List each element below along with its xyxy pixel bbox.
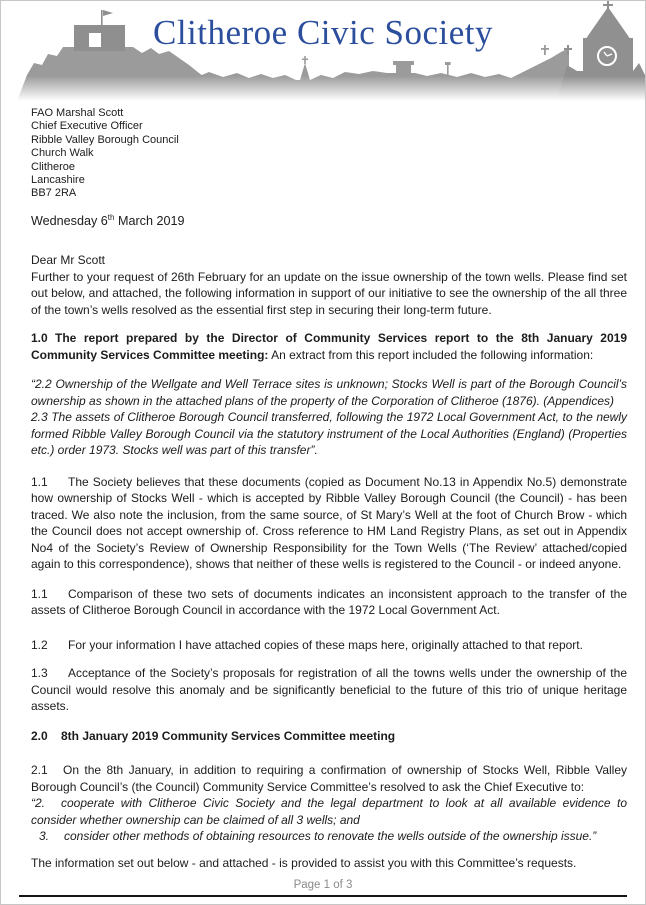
paragraph-text: Acceptance of the Society’s proposals for registration of all the towns wells under the ownership of the Council would resolve this anomaly and be significantly beneficial to the future of this trio of unique heritage assets. [31, 666, 627, 714]
page-number: Page 1 of 3 [293, 879, 353, 891]
paragraph-2-1 [31, 762, 627, 795]
date-rest: March 2019 [114, 214, 185, 229]
report-extract-quote [31, 376, 627, 459]
closing-paragraph: The information set out below - and attached - is provided to assist you with this Committee’s requests. [31, 855, 577, 870]
resolution-item-3 [31, 828, 627, 845]
paragraph-1-3 [31, 665, 627, 715]
paragraph-text: The Society believes that these documents (copied as Document No.13 in Appendix No.5) demonstrate how ownership of Stocks Well - which is accepted by Ribble Valley Borough Council (the Council) - has been traced. We also note the inclusion, from the same source, of St Mary’s Well at the foot of Church Brow - which the Council does not accept ownership of. Cross reference to HM Land Registry Plans, as set out in Appendix No4 of the Society’s Review of Ownership Responsibility for the Town Wells (‘The Review’ attached/copied again to this correspondence), shows that neither of these wells is registered to the Council - or indeed anyone. [31, 474, 627, 572]
section-1-heading-bold: The report prepared by the Director of Community Services report to the 8th January 2019 Community Services Committee meeting: [31, 331, 627, 362]
paragraph-text: For your information I have attached copies of these maps here, originally attached to that report. [68, 637, 583, 652]
resolution-item-number: 3. [39, 829, 50, 844]
letterhead [1, 1, 645, 101]
recipient-organisation: Ribble Valley Borough Council [31, 133, 179, 146]
section-1-heading-rest: An extract from this report included the following information: [268, 347, 594, 362]
paragraph-1-1 [31, 474, 627, 573]
section-2-heading [31, 728, 627, 745]
recipient-name: FAO Marshal Scott [31, 107, 124, 119]
resolution-item-2 [31, 795, 627, 828]
extract-paragraph-2-3: 2.3 The assets of Clitheroe Borough Council transferred, following the 1972 Local Government Act, to the newly formed Ribble Valley Borough Council via the statutory instrument of the Local Authorities (England) (Properties etc.) order 1973. Stocks well was part of this transfer”. [31, 410, 627, 458]
recipient-postcode: BB7 2RA [31, 187, 77, 200]
resolution-item-number: “2. [31, 796, 46, 811]
section-1-number: 1.0 [31, 331, 48, 346]
date-ordinal: th [107, 212, 115, 222]
paragraph-1-1b [31, 586, 627, 619]
section-1-heading [31, 330, 627, 363]
recipient-town: Clitheroe [31, 160, 76, 173]
paragraph-1-2 [31, 637, 627, 654]
church-cross-icon [603, 1, 613, 10]
page-bottom-rule [19, 895, 627, 897]
intro-paragraph: Further to your request of 26th February for an update on the issue ownership of the town wells. Please find set out below, and attached, the following information in support of our initiative to see the ownership of the all three of the town’s wells resolved as the essential first step in securing their long-term future. [31, 269, 627, 317]
paragraph-number: 1.1 [31, 586, 48, 601]
date-day: Wednesday 6 [31, 214, 108, 229]
paragraph-text: On the 8th January, in addition to requiring a confirmation of ownership of Stocks Well, Ribble Valley Borough Council’s (the Council) Community Service Committee’s resolved to ask the Chief Executive to: [31, 763, 627, 794]
paragraph-text: Comparison of these two sets of documents indicates an inconsistent approach to the transfer of the assets of Clitheroe Borough Council in accordance with the 1972 Local Government Act. [31, 586, 627, 618]
paragraph-number: 1.3 [31, 666, 48, 681]
society-title: Clitheroe Civic Society [152, 13, 494, 52]
paragraph-number: 1.2 [31, 637, 48, 652]
resolution-item-text: cooperate with Clitheroe Civic Society and the legal department to look at all available evidence to consider whether ownership can be claimed of all 3 wells; and [31, 796, 627, 827]
section-2-number: 2.0 [31, 728, 48, 743]
recipient-role: Chief Executive Officer [31, 120, 143, 133]
recipient-county: Lancashire [31, 174, 85, 187]
extract-paragraph-2-2: “2.2 Ownership of the Wellgate and Well Terrace sites is unknown; Stocks Well is part of the Borough Council’s ownership as shown in the attached plans of the property of the Corporation of Clitheroe (1876). (Appendices) [31, 377, 627, 408]
paragraph-number: 2.1 [31, 763, 48, 778]
paragraph-number: 1.1 [31, 474, 48, 489]
letter-date [31, 213, 627, 228]
recipient-street: Church Walk [31, 147, 94, 160]
section-2-heading-bold: 8th January 2019 Community Services Committee meeting [61, 728, 396, 743]
letter-body [1, 101, 645, 871]
resolution-item-text: consider other methods of obtaining resources to renovate the wells outside of the ownership issue.” [64, 829, 597, 844]
salutation: Dear Mr Scott [31, 253, 106, 268]
recipient-address [31, 107, 627, 201]
